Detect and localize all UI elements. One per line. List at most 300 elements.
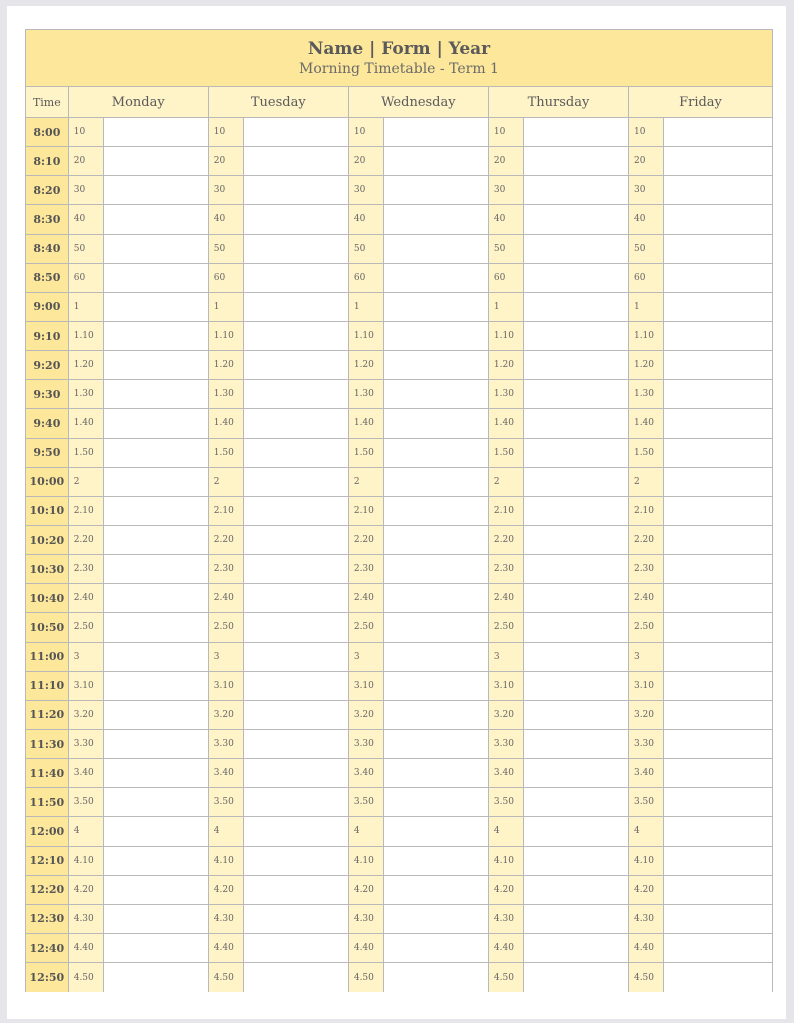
entry-cell[interactable] bbox=[384, 147, 488, 175]
entry-cell[interactable] bbox=[384, 584, 488, 612]
entry-cell[interactable] bbox=[664, 876, 772, 904]
minute-marker: 40 bbox=[629, 205, 664, 233]
entry-cell[interactable] bbox=[104, 672, 208, 700]
time-label: 12:50 bbox=[26, 963, 69, 992]
entry-cell[interactable] bbox=[244, 672, 348, 700]
minute-marker: 2.50 bbox=[629, 613, 664, 641]
table-row bbox=[26, 497, 772, 526]
day-slot-friday bbox=[629, 176, 772, 204]
entry-cell[interactable] bbox=[664, 409, 772, 437]
entry-cell[interactable] bbox=[244, 176, 348, 204]
day-slot-monday bbox=[69, 409, 209, 437]
entry-cell[interactable] bbox=[104, 118, 208, 146]
minute-marker: 3.40 bbox=[349, 759, 384, 787]
time-label: 8:40 bbox=[26, 235, 69, 263]
day-slot-tuesday bbox=[209, 934, 349, 962]
entry-cell[interactable] bbox=[244, 147, 348, 175]
minute-marker: 3.40 bbox=[209, 759, 244, 787]
minute-marker: 1.40 bbox=[69, 409, 104, 437]
entry-cell[interactable] bbox=[664, 788, 772, 816]
entry-cell[interactable] bbox=[524, 730, 628, 758]
day-slot-thursday bbox=[489, 672, 629, 700]
entry-cell[interactable] bbox=[244, 497, 348, 525]
entry-cell[interactable] bbox=[524, 439, 628, 467]
entry-cell[interactable] bbox=[664, 468, 772, 496]
day-slot-friday bbox=[629, 526, 772, 554]
day-slot-tuesday bbox=[209, 526, 349, 554]
column-header-row bbox=[26, 87, 772, 118]
entry-cell[interactable] bbox=[384, 905, 488, 933]
minute-marker: 4.20 bbox=[489, 876, 524, 904]
entry-cell[interactable] bbox=[104, 730, 208, 758]
table-row bbox=[26, 409, 772, 438]
entry-cell[interactable] bbox=[104, 264, 208, 292]
minute-marker: 3.30 bbox=[209, 730, 244, 758]
entry-cell[interactable] bbox=[244, 351, 348, 379]
entry-cell[interactable] bbox=[524, 147, 628, 175]
day-slot-wednesday bbox=[349, 264, 489, 292]
entry-cell[interactable] bbox=[384, 613, 488, 641]
minute-marker: 4.30 bbox=[69, 905, 104, 933]
minute-marker: 4.40 bbox=[69, 934, 104, 962]
entry-cell[interactable] bbox=[384, 934, 488, 962]
entry-cell[interactable] bbox=[524, 293, 628, 321]
entry-cell[interactable] bbox=[664, 613, 772, 641]
entry-cell[interactable] bbox=[384, 468, 488, 496]
day-slot-thursday bbox=[489, 584, 629, 612]
entry-cell[interactable] bbox=[244, 934, 348, 962]
entry-cell[interactable] bbox=[524, 876, 628, 904]
day-slot-monday bbox=[69, 351, 209, 379]
table-row bbox=[26, 468, 772, 497]
minute-marker: 30 bbox=[489, 176, 524, 204]
minute-marker: 3 bbox=[489, 643, 524, 671]
entry-cell[interactable] bbox=[244, 817, 348, 845]
time-label: 12:00 bbox=[26, 817, 69, 845]
entry-cell[interactable] bbox=[384, 380, 488, 408]
entry-cell[interactable] bbox=[244, 876, 348, 904]
entry-cell[interactable] bbox=[524, 497, 628, 525]
minute-marker: 2.10 bbox=[69, 497, 104, 525]
entry-cell[interactable] bbox=[244, 643, 348, 671]
entry-cell[interactable] bbox=[524, 905, 628, 933]
entry-cell[interactable] bbox=[244, 730, 348, 758]
entry-cell[interactable] bbox=[244, 759, 348, 787]
day-slot-thursday bbox=[489, 439, 629, 467]
entry-cell[interactable] bbox=[384, 351, 488, 379]
day-slot-wednesday bbox=[349, 497, 489, 525]
entry-cell[interactable] bbox=[664, 176, 772, 204]
entry-cell[interactable] bbox=[524, 613, 628, 641]
entry-cell[interactable] bbox=[244, 905, 348, 933]
minute-marker: 30 bbox=[209, 176, 244, 204]
entry-cell[interactable] bbox=[104, 555, 208, 583]
entry-cell[interactable] bbox=[664, 439, 772, 467]
day-slot-friday bbox=[629, 322, 772, 350]
minute-marker: 4.10 bbox=[209, 847, 244, 875]
entry-cell[interactable] bbox=[524, 672, 628, 700]
entry-cell[interactable] bbox=[664, 730, 772, 758]
minute-marker: 3.50 bbox=[629, 788, 664, 816]
entry-cell[interactable] bbox=[384, 205, 488, 233]
entry-cell[interactable] bbox=[664, 118, 772, 146]
entry-cell[interactable] bbox=[664, 264, 772, 292]
minute-marker: 10 bbox=[69, 118, 104, 146]
day-slot-monday bbox=[69, 205, 209, 233]
day-slot-wednesday bbox=[349, 147, 489, 175]
day-slot-monday bbox=[69, 934, 209, 962]
minute-marker: 2.40 bbox=[629, 584, 664, 612]
entry-cell[interactable] bbox=[384, 672, 488, 700]
entry-cell[interactable] bbox=[104, 205, 208, 233]
entry-cell[interactable] bbox=[524, 759, 628, 787]
entry-cell[interactable] bbox=[244, 584, 348, 612]
entry-cell[interactable] bbox=[664, 905, 772, 933]
minute-marker: 4.10 bbox=[69, 847, 104, 875]
minute-marker: 4.40 bbox=[489, 934, 524, 962]
entry-cell[interactable] bbox=[244, 409, 348, 437]
time-label: 10:30 bbox=[26, 555, 69, 583]
day-slot-monday bbox=[69, 905, 209, 933]
entry-cell[interactable] bbox=[664, 555, 772, 583]
minute-marker: 2.20 bbox=[69, 526, 104, 554]
day-slot-monday bbox=[69, 730, 209, 758]
entry-cell[interactable] bbox=[104, 380, 208, 408]
day-slot-monday bbox=[69, 497, 209, 525]
entry-cell[interactable] bbox=[244, 701, 348, 729]
entry-cell[interactable] bbox=[244, 555, 348, 583]
entry-cell[interactable] bbox=[104, 817, 208, 845]
entry-cell[interactable] bbox=[524, 351, 628, 379]
entry-cell[interactable] bbox=[104, 847, 208, 875]
day-slot-tuesday bbox=[209, 759, 349, 787]
table-row bbox=[26, 293, 772, 322]
entry-cell[interactable] bbox=[104, 409, 208, 437]
minute-marker: 50 bbox=[209, 235, 244, 263]
minute-marker: 4.40 bbox=[629, 934, 664, 962]
day-slot-wednesday bbox=[349, 730, 489, 758]
minute-marker: 1.40 bbox=[349, 409, 384, 437]
day-slot-tuesday bbox=[209, 584, 349, 612]
entry-cell[interactable] bbox=[104, 468, 208, 496]
day-slot-wednesday bbox=[349, 847, 489, 875]
entry-cell[interactable] bbox=[664, 235, 772, 263]
time-label: 11:10 bbox=[26, 672, 69, 700]
minute-marker: 2.50 bbox=[69, 613, 104, 641]
entry-cell[interactable] bbox=[104, 497, 208, 525]
entry-cell[interactable] bbox=[664, 847, 772, 875]
day-slot-thursday bbox=[489, 497, 629, 525]
minute-marker: 1.10 bbox=[349, 322, 384, 350]
table-row bbox=[26, 905, 772, 934]
day-slot-friday bbox=[629, 351, 772, 379]
table-row bbox=[26, 235, 772, 264]
minute-marker: 4.30 bbox=[209, 905, 244, 933]
entry-cell[interactable] bbox=[524, 934, 628, 962]
entry-cell[interactable] bbox=[244, 380, 348, 408]
entry-cell[interactable] bbox=[384, 847, 488, 875]
entry-cell[interactable] bbox=[524, 380, 628, 408]
minute-marker: 1.30 bbox=[349, 380, 384, 408]
minute-marker: 3.20 bbox=[349, 701, 384, 729]
entry-cell[interactable] bbox=[104, 934, 208, 962]
entry-cell[interactable] bbox=[664, 934, 772, 962]
day-slot-wednesday bbox=[349, 759, 489, 787]
minute-marker: 4.10 bbox=[349, 847, 384, 875]
entry-cell[interactable] bbox=[384, 176, 488, 204]
minute-marker: 4.50 bbox=[629, 963, 664, 992]
day-slot-tuesday bbox=[209, 380, 349, 408]
time-label: 10:40 bbox=[26, 584, 69, 612]
minute-marker: 3.20 bbox=[489, 701, 524, 729]
day-slot-wednesday bbox=[349, 439, 489, 467]
entry-cell[interactable] bbox=[524, 817, 628, 845]
table-row bbox=[26, 205, 772, 234]
minute-marker: 3.10 bbox=[69, 672, 104, 700]
time-label: 8:10 bbox=[26, 147, 69, 175]
day-slot-tuesday bbox=[209, 439, 349, 467]
entry-cell[interactable] bbox=[384, 817, 488, 845]
entry-cell[interactable] bbox=[664, 584, 772, 612]
minute-marker: 3.30 bbox=[489, 730, 524, 758]
day-slot-wednesday bbox=[349, 293, 489, 321]
entry-cell[interactable] bbox=[384, 963, 488, 992]
table-row bbox=[26, 264, 772, 293]
entry-cell[interactable] bbox=[524, 788, 628, 816]
entry-cell[interactable] bbox=[664, 322, 772, 350]
entry-cell[interactable] bbox=[384, 264, 488, 292]
entry-cell[interactable] bbox=[104, 526, 208, 554]
day-slot-wednesday bbox=[349, 176, 489, 204]
entry-cell[interactable] bbox=[664, 526, 772, 554]
table-row bbox=[26, 643, 772, 672]
time-label: 9:10 bbox=[26, 322, 69, 350]
minute-marker: 3.50 bbox=[489, 788, 524, 816]
entry-cell[interactable] bbox=[524, 963, 628, 992]
day-slot-thursday bbox=[489, 759, 629, 787]
entry-cell[interactable] bbox=[664, 672, 772, 700]
entry-cell[interactable] bbox=[384, 409, 488, 437]
minute-marker: 1.50 bbox=[489, 439, 524, 467]
entry-cell[interactable] bbox=[384, 701, 488, 729]
entry-cell[interactable] bbox=[384, 643, 488, 671]
entry-cell[interactable] bbox=[384, 759, 488, 787]
entry-cell[interactable] bbox=[244, 788, 348, 816]
entry-cell[interactable] bbox=[244, 613, 348, 641]
minute-marker: 4 bbox=[209, 817, 244, 845]
entry-cell[interactable] bbox=[664, 963, 772, 992]
minute-marker: 40 bbox=[209, 205, 244, 233]
entry-cell[interactable] bbox=[384, 730, 488, 758]
entry-cell[interactable] bbox=[104, 235, 208, 263]
minute-marker: 2.40 bbox=[209, 584, 244, 612]
day-slot-thursday bbox=[489, 409, 629, 437]
entry-cell[interactable] bbox=[524, 409, 628, 437]
entry-cell[interactable] bbox=[524, 176, 628, 204]
entry-cell[interactable] bbox=[104, 584, 208, 612]
day-slot-wednesday bbox=[349, 876, 489, 904]
day-slot-tuesday bbox=[209, 497, 349, 525]
minute-marker: 1.10 bbox=[489, 322, 524, 350]
entry-cell[interactable] bbox=[524, 118, 628, 146]
entry-cell[interactable] bbox=[104, 905, 208, 933]
minute-marker: 4 bbox=[489, 817, 524, 845]
day-slot-friday bbox=[629, 788, 772, 816]
minute-marker: 50 bbox=[489, 235, 524, 263]
entry-cell[interactable] bbox=[524, 847, 628, 875]
entry-cell[interactable] bbox=[524, 555, 628, 583]
minute-marker: 1.20 bbox=[629, 351, 664, 379]
minute-marker: 2 bbox=[349, 468, 384, 496]
minute-marker: 50 bbox=[629, 235, 664, 263]
minute-marker: 3.50 bbox=[209, 788, 244, 816]
day-slot-friday bbox=[629, 701, 772, 729]
entry-cell[interactable] bbox=[104, 176, 208, 204]
entry-cell[interactable] bbox=[664, 293, 772, 321]
entry-cell[interactable] bbox=[244, 293, 348, 321]
entry-cell[interactable] bbox=[244, 264, 348, 292]
day-slot-tuesday bbox=[209, 963, 349, 992]
day-slot-tuesday bbox=[209, 235, 349, 263]
entry-cell[interactable] bbox=[524, 264, 628, 292]
entry-cell[interactable] bbox=[104, 963, 208, 992]
entry-cell[interactable] bbox=[524, 643, 628, 671]
entry-cell[interactable] bbox=[384, 439, 488, 467]
time-label: 12:40 bbox=[26, 934, 69, 962]
minute-marker: 4.50 bbox=[69, 963, 104, 992]
day-slot-friday bbox=[629, 147, 772, 175]
entry-cell[interactable] bbox=[244, 468, 348, 496]
day-slot-wednesday bbox=[349, 963, 489, 992]
time-label: 9:30 bbox=[26, 380, 69, 408]
entry-cell[interactable] bbox=[104, 322, 208, 350]
day-slot-wednesday bbox=[349, 351, 489, 379]
minute-marker: 2 bbox=[209, 468, 244, 496]
entry-cell[interactable] bbox=[244, 205, 348, 233]
day-slot-tuesday bbox=[209, 817, 349, 845]
entry-cell[interactable] bbox=[524, 322, 628, 350]
time-label: 10:00 bbox=[26, 468, 69, 496]
minute-marker: 4.20 bbox=[69, 876, 104, 904]
entry-cell[interactable] bbox=[384, 788, 488, 816]
table-row bbox=[26, 934, 772, 963]
entry-cell[interactable] bbox=[664, 701, 772, 729]
minute-marker: 4.50 bbox=[349, 963, 384, 992]
minute-marker: 1.10 bbox=[69, 322, 104, 350]
day-slot-monday bbox=[69, 264, 209, 292]
day-slot-wednesday bbox=[349, 526, 489, 554]
minute-marker: 1.10 bbox=[629, 322, 664, 350]
entry-cell[interactable] bbox=[384, 526, 488, 554]
table-row bbox=[26, 613, 772, 642]
entry-cell[interactable] bbox=[244, 439, 348, 467]
time-label: 8:20 bbox=[26, 176, 69, 204]
day-slot-friday bbox=[629, 264, 772, 292]
entry-cell[interactable] bbox=[104, 613, 208, 641]
column-header-thursday: Thursday bbox=[489, 87, 629, 117]
entry-cell[interactable] bbox=[664, 759, 772, 787]
entry-cell[interactable] bbox=[664, 497, 772, 525]
day-slot-thursday bbox=[489, 817, 629, 845]
entry-cell[interactable] bbox=[104, 759, 208, 787]
table-row bbox=[26, 847, 772, 876]
entry-cell[interactable] bbox=[384, 293, 488, 321]
minute-marker: 4 bbox=[629, 817, 664, 845]
table-row bbox=[26, 876, 772, 905]
entry-cell[interactable] bbox=[664, 147, 772, 175]
entry-cell[interactable] bbox=[104, 701, 208, 729]
entry-cell[interactable] bbox=[104, 439, 208, 467]
entry-cell[interactable] bbox=[384, 322, 488, 350]
entry-cell[interactable] bbox=[384, 235, 488, 263]
minute-marker: 4.40 bbox=[349, 934, 384, 962]
entry-cell[interactable] bbox=[524, 468, 628, 496]
time-label: 12:30 bbox=[26, 905, 69, 933]
day-slot-wednesday bbox=[349, 788, 489, 816]
minute-marker: 3.50 bbox=[69, 788, 104, 816]
entry-cell[interactable] bbox=[104, 876, 208, 904]
entry-cell[interactable] bbox=[384, 555, 488, 583]
table-row bbox=[26, 439, 772, 468]
entry-cell[interactable] bbox=[524, 584, 628, 612]
table-row bbox=[26, 526, 772, 555]
entry-cell[interactable] bbox=[104, 351, 208, 379]
minute-marker: 1.30 bbox=[69, 380, 104, 408]
day-slot-monday bbox=[69, 584, 209, 612]
minute-marker: 1 bbox=[349, 293, 384, 321]
table-row bbox=[26, 701, 772, 730]
entry-cell[interactable] bbox=[244, 847, 348, 875]
entry-cell[interactable] bbox=[104, 147, 208, 175]
entry-cell[interactable] bbox=[664, 205, 772, 233]
entry-cell[interactable] bbox=[244, 235, 348, 263]
table-row bbox=[26, 963, 772, 992]
time-label: 9:50 bbox=[26, 439, 69, 467]
entry-cell[interactable] bbox=[524, 526, 628, 554]
day-slot-tuesday bbox=[209, 176, 349, 204]
entry-cell[interactable] bbox=[664, 643, 772, 671]
day-slot-tuesday bbox=[209, 613, 349, 641]
entry-cell[interactable] bbox=[664, 380, 772, 408]
minute-marker: 40 bbox=[69, 205, 104, 233]
entry-cell[interactable] bbox=[104, 788, 208, 816]
entry-cell[interactable] bbox=[244, 526, 348, 554]
day-slot-thursday bbox=[489, 468, 629, 496]
entry-cell[interactable] bbox=[524, 235, 628, 263]
entry-cell[interactable] bbox=[244, 322, 348, 350]
entry-cell[interactable] bbox=[384, 118, 488, 146]
entry-cell[interactable] bbox=[524, 205, 628, 233]
entry-cell[interactable] bbox=[104, 293, 208, 321]
day-slot-tuesday bbox=[209, 264, 349, 292]
day-slot-friday bbox=[629, 876, 772, 904]
minute-marker: 2.20 bbox=[629, 526, 664, 554]
entry-cell[interactable] bbox=[664, 817, 772, 845]
entry-cell[interactable] bbox=[244, 118, 348, 146]
entry-cell[interactable] bbox=[104, 643, 208, 671]
minute-marker: 10 bbox=[629, 118, 664, 146]
entry-cell[interactable] bbox=[664, 351, 772, 379]
day-slot-monday bbox=[69, 788, 209, 816]
day-slot-wednesday bbox=[349, 701, 489, 729]
time-label: 11:20 bbox=[26, 701, 69, 729]
day-slot-tuesday bbox=[209, 147, 349, 175]
entry-cell[interactable] bbox=[384, 876, 488, 904]
entry-cell[interactable] bbox=[384, 497, 488, 525]
entry-cell[interactable] bbox=[244, 963, 348, 992]
entry-cell[interactable] bbox=[524, 701, 628, 729]
day-slot-friday bbox=[629, 439, 772, 467]
